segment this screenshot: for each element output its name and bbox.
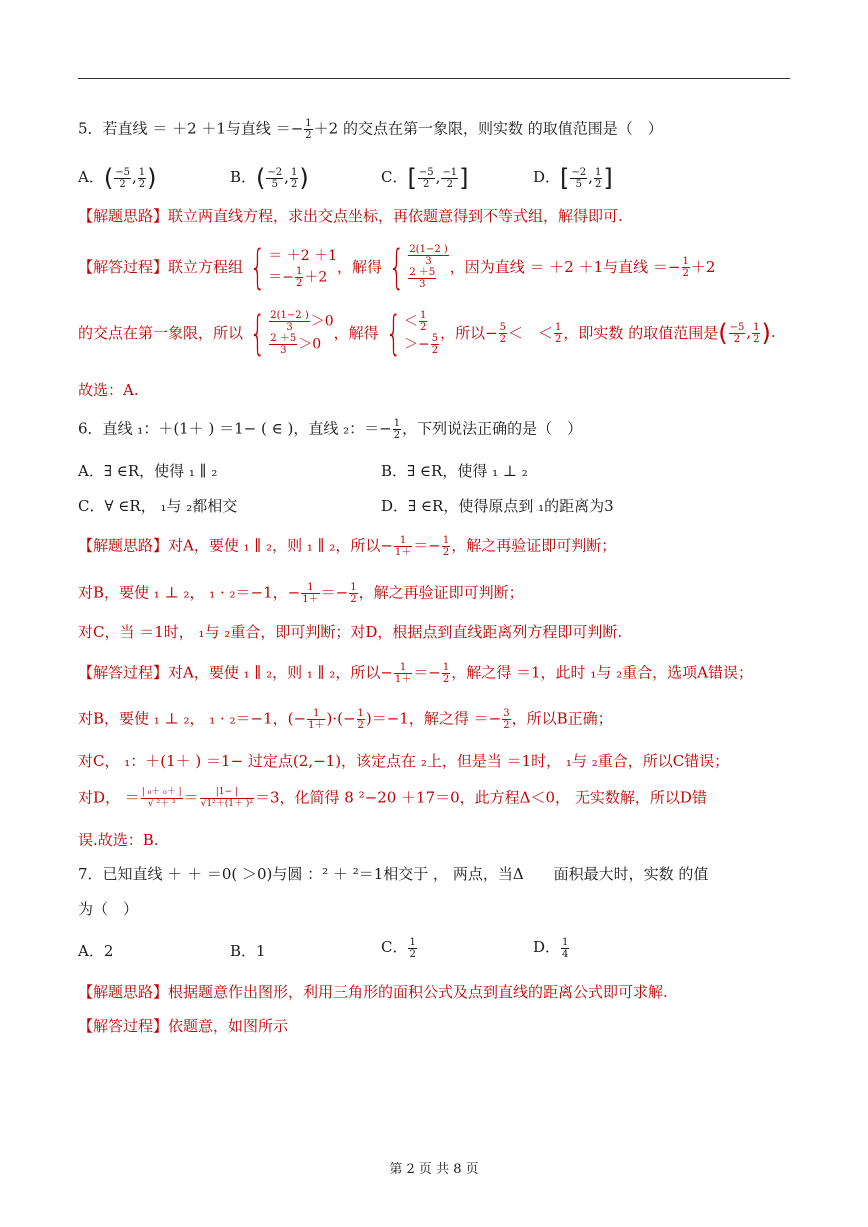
q5-answer: 故选：A. (78, 381, 139, 399)
q6-process-1: 【解答过程】对A，要使 ₁ ∥ ₂，则 ₁ ∥ ₂，所以− $\frac{1}{1+}$ ＝− $\frac{1}{2}$ ，解之得 ＝1，此时 ₁与 ₂重合，选项A错误； (78, 662, 753, 685)
q5-stem-part2: ＋2 的交点在第一象限，则实数 的取值范围是（ ） (313, 119, 663, 138)
q7-stem-1: 7．已知直线 ＋ ＋ ＝0( ＞0)与圆 ：² ＋ ²＝1相交于 ， 两点，当Δ 面积最大时，实数 的值 (78, 865, 709, 883)
q6-idea-1: 【解题思路】对A，要使 ₁ ∥ ₂，则 ₁ ∥ ₂，所以− $\frac{1}{1+}$ ＝− $\frac{1}{2}$ ，解之再验证即可判断； (78, 535, 617, 558)
q6-option-b[interactable]: B．∃ ∈R，使得 ₁ ⊥ ₂ (381, 462, 528, 480)
q6-option-a[interactable]: A．∃ ∈R，使得 ₁ ∥ ₂ (78, 462, 218, 480)
q5-option-b[interactable]: B．( $\frac{-2}{5}$ , $\frac{1}{2}$ ) (230, 164, 309, 192)
q6-process-5: 误.故选：B. (78, 831, 159, 849)
q5-option-c[interactable]: C．[ $\frac{-5}{2}$ , $\frac{-1}{2}$ ] (381, 164, 469, 192)
q7-option-b[interactable]: B．1 (230, 942, 266, 960)
q6-idea-2: 对B，要使 ₁ ⊥ ₂， ₁ · ₂＝−1，− $\frac{1}{1+}$ ＝− $\frac{1}{2}$ ，解之再验证即可判断； (78, 582, 524, 605)
q7-option-d[interactable]: D． $\frac{1}{4}$ (533, 936, 569, 960)
q7-idea: 【解题思路】根据题意作出图形，利用三角形的面积公式及点到直线的距离公式即可求解. (78, 983, 668, 1001)
q5-option-d[interactable]: D．[ $\frac{-2}{5}$ , $\frac{1}{2}$ ] (533, 164, 613, 192)
q6-idea-3: 对C，当 ＝1时， ₁与 ₂重合，即可判断；对D，根据点到直线距离列方程即可判断. (78, 623, 623, 641)
q7-process: 【解答过程】依题意，如图所示 (78, 1017, 289, 1035)
q6-option-c[interactable]: C．∀ ∈R， ₁与 ₂都相交 (78, 497, 238, 515)
q6-process-4: 对D， ＝ $\frac{\text{| ₀＋ ₀＋ |}}{\text{√ ²＋ ²}}$ ＝ $\frac{|1- |}{\text{√1²＋(1＋ )²}}$ ＝3，化简得 8 ²−20 ＋17＝0，此方程Δ＜0， 无实数解，所以D错 (78, 787, 707, 809)
page-footer: 第 2 页 共 8 页 (389, 1162, 479, 1177)
q7-stem-2: 为（ ） (78, 900, 139, 918)
q6-process-2: 对B，要使 ₁ ⊥ ₂， ₁ · ₂＝−1，(− $\frac{1}{1+}$ )·(− $\frac{1}{2}$ )＝−1，解之得 ＝− $\frac{3}{2}$ ，所以B正确； (78, 708, 613, 731)
q5-process-1: 【解答过程】联立方程组 { ＝ ＋2 ＋1 ＝− $\frac{1}{2}$ ＋2 ，解得 { $\frac{2(1-2 )}{3}$ $\frac{2 +5}{3}$ ，因为直线 ＝ ＋2 ＋1与直线 ＝− $\frac{1}{2}$ ＋2 (78, 240, 716, 294)
q5-stem (78, 118, 663, 141)
header-rule (78, 78, 790, 79)
fraction: $\frac{1}{2}$ (305, 118, 312, 141)
q5-process-2: 的交点在第一象限，所以 { $\frac{2(1-2 )}{3}$ ＞0 $\frac{2 +5}{3}$ ＞0 ，解得 { ＜ $\frac{1}{2}$ ＞− $\frac{5}{2}$ ，所以− $\frac{5}{2}$ ＜ ＜ $\frac{1}{2}$ ，即实数 的取值范围是( $\frac{-5}{2}$ , $\frac{1}{2}$ ). (78, 306, 776, 360)
q7-option-a[interactable]: A．2 (78, 942, 114, 960)
q7-option-c[interactable]: C． $\frac{1}{2}$ (381, 936, 416, 960)
q6-process-3: 对C， ₁：＋(1＋ ) ＝1− 过定点(2,−1)，该定点在 ₂上，但是当 ＝1时， ₁与 ₂重合，所以C错误； (78, 752, 730, 770)
q6-option-d[interactable]: D．∃ ∈R，使得原点到 ₁的距离为3 (381, 497, 614, 515)
q5-stem-part1: 5．若直线 ＝ ＋2 ＋1与直线 ＝− (78, 119, 304, 138)
q5-option-a[interactable]: A．( $\frac{-5}{2}$ , $\frac{1}{2}$ ) (78, 164, 157, 192)
q5-idea: 【解题思路】联立两直线方程，求出交点坐标，再依题意得到不等式组，解得即可. (78, 207, 623, 225)
q6-stem: 6．直线 ₁：＋(1＋ ) ＝1− ( ∈ )，直线 ₂：＝− $\frac{1}{2}$ ，下列说法正确的是（ ） (78, 418, 583, 441)
